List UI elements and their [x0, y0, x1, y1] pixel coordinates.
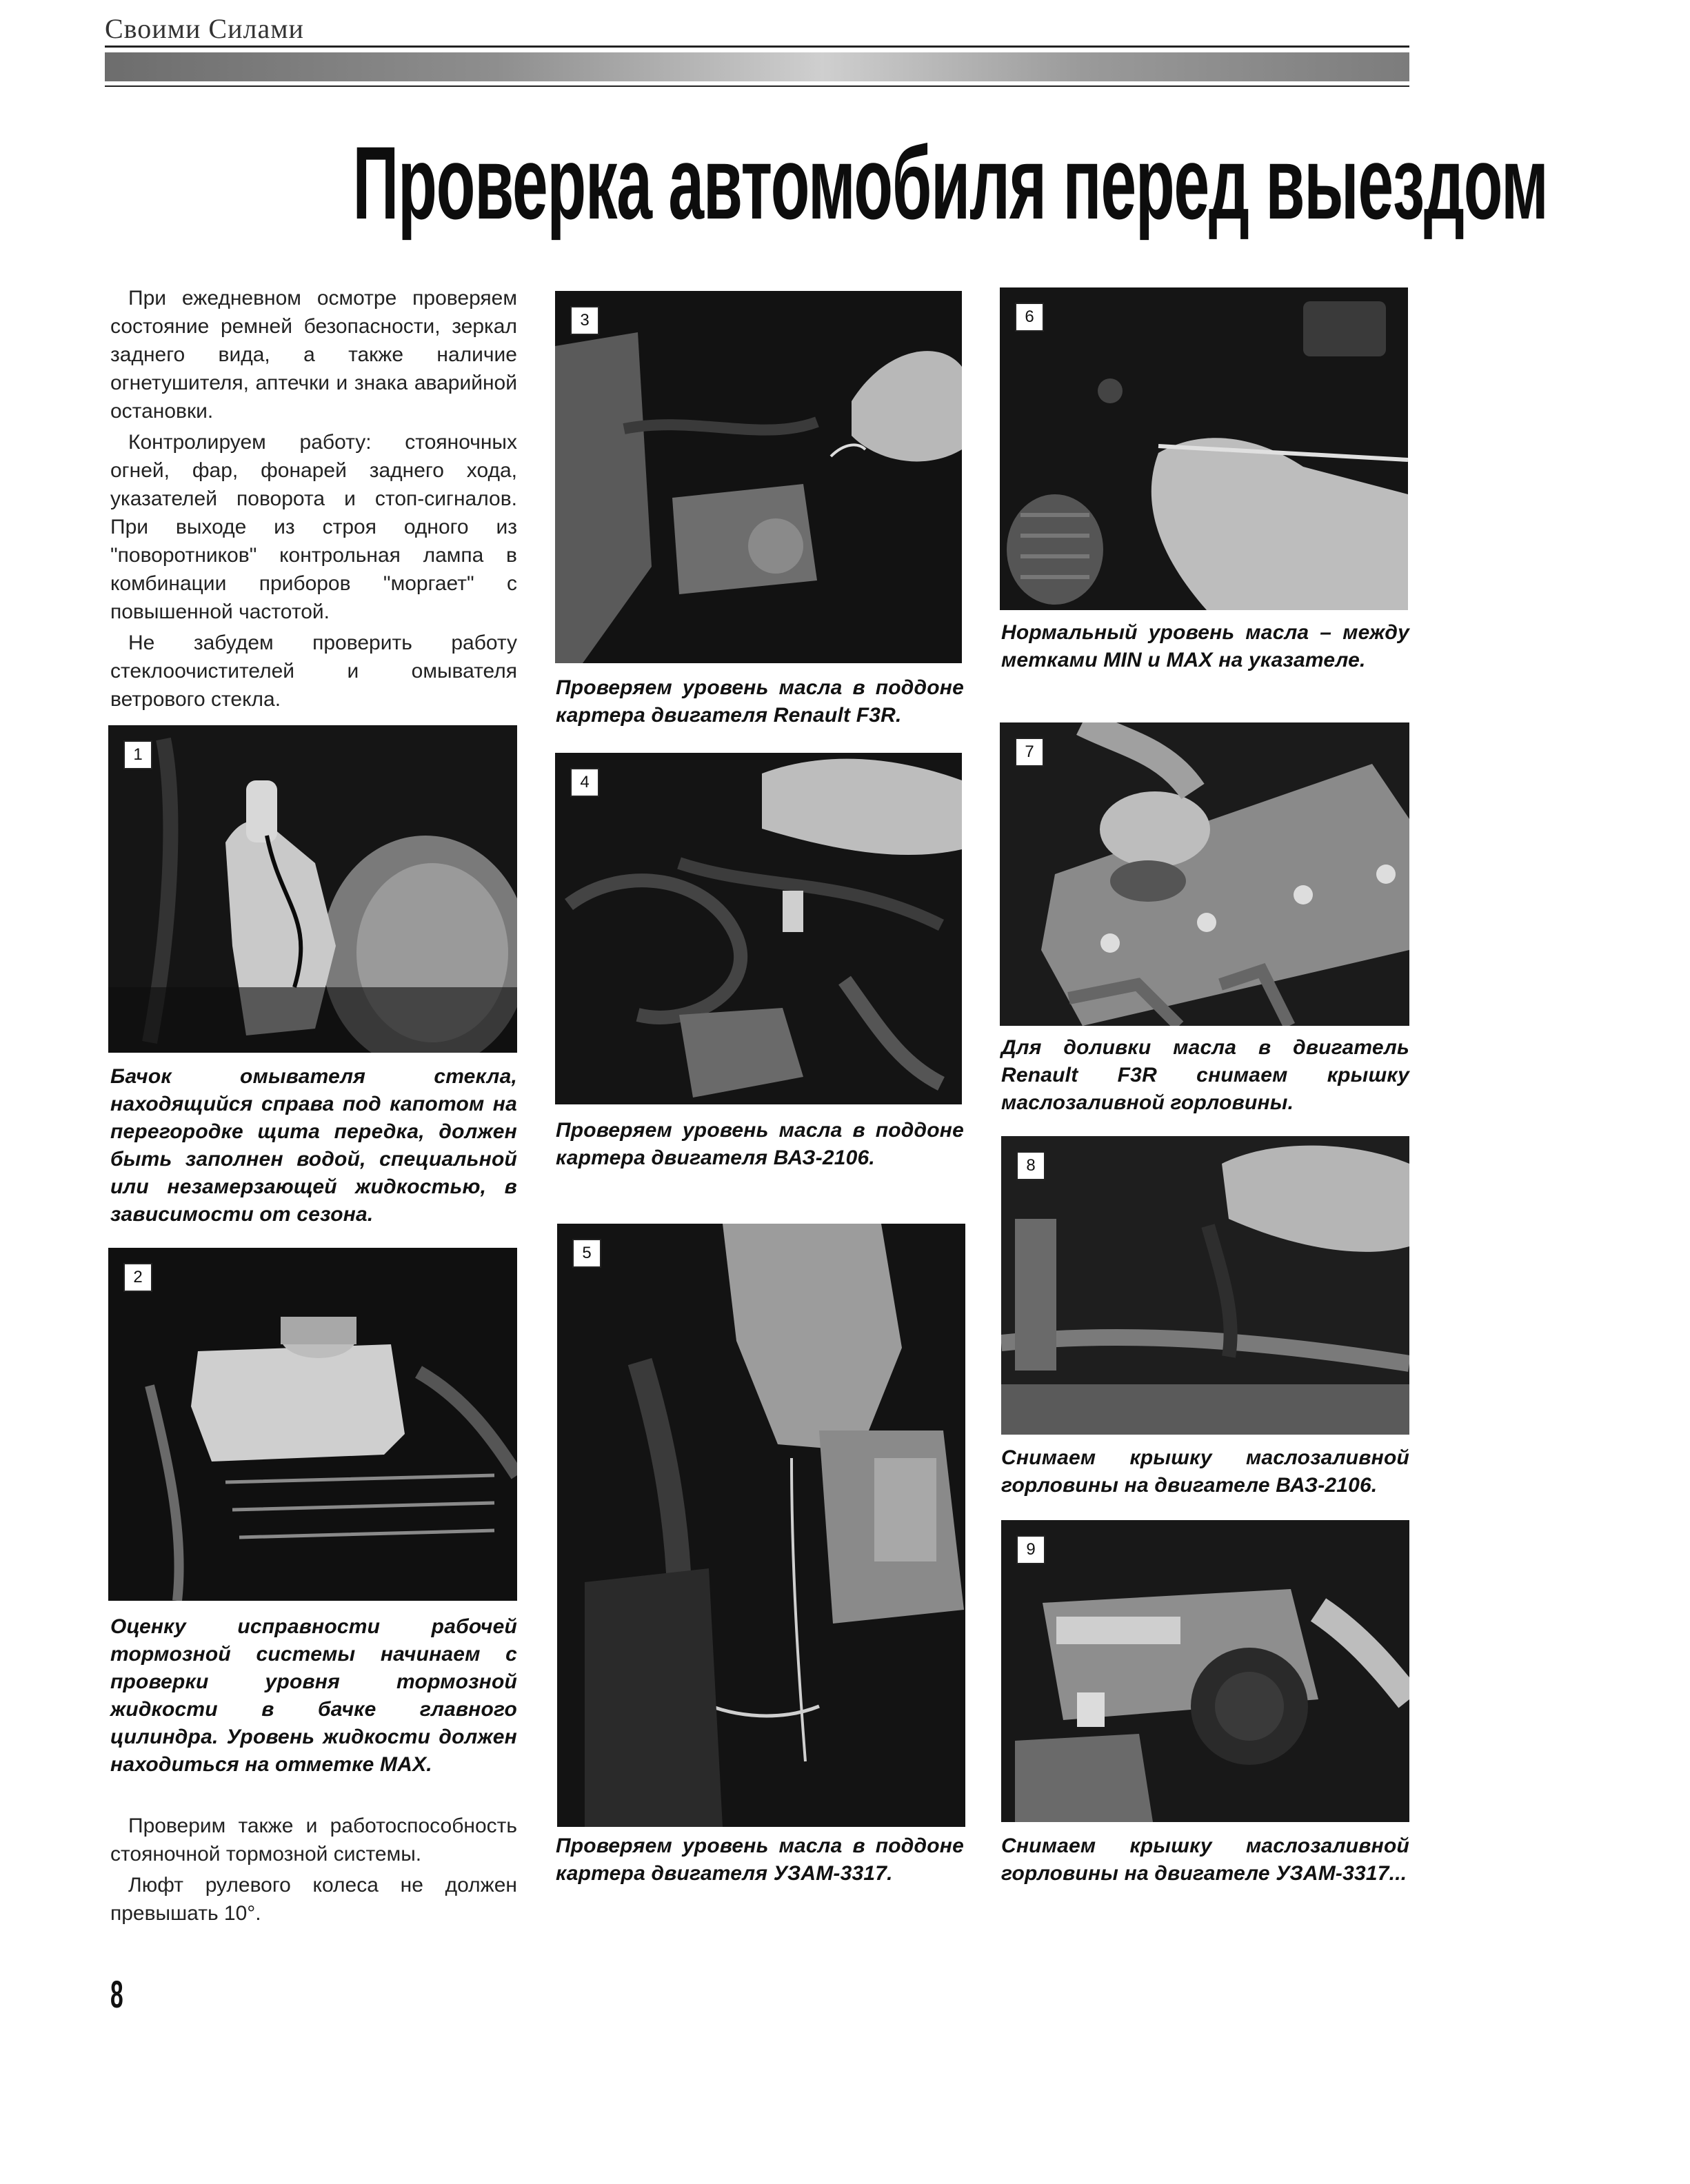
photo-dipstick-uzam: [557, 1224, 965, 1827]
header-band: [105, 52, 1409, 81]
figure-caption: Снимаем крышку маслозаливной горловины на двигателе ВАЗ-2106.: [1001, 1446, 1409, 1497]
closing-text: [110, 1812, 517, 1930]
photo-oil-cap-vaz: [1001, 1136, 1409, 1435]
closing-paragraph: Проверим также и работоспособность стояночной тормозной системы.: [110, 1814, 517, 1866]
photo-dipstick-vaz: [555, 753, 962, 1104]
intro-paragraph: Контролируем работу: стояночных огней, фар, фонарей заднего хода, указателей поворота и стоп-сигналов. При выходе из строя одного из "поворотников" контрольная лампа в комбинации приборов "моргает" с повышенной частотой.: [110, 431, 517, 623]
figure-caption: Проверяем уровень масла в поддоне картера двигателя ВАЗ-2106.: [556, 1119, 964, 1169]
figure-number-badge: 3: [570, 306, 599, 335]
figure-number-badge: 9: [1016, 1535, 1045, 1564]
figure-number-badge: 5: [572, 1239, 601, 1268]
figure-number-badge: 8: [1016, 1151, 1045, 1180]
figure-number-badge: 2: [123, 1263, 152, 1292]
figure-caption: Для доливки масла в двигатель Renault F3R снимаем крышку маслозаливной горловины.: [1001, 1036, 1409, 1114]
figure-number-badge: 1: [123, 740, 152, 769]
figure-caption: Бачок омывателя стекла, находящийся справа под капотом на перегородке щита передка, должен быть заполнен водой, специальной или незамерзающей жидкостью, в зависимости от сезона.: [110, 1065, 517, 1226]
figure-number-badge: 6: [1015, 303, 1044, 332]
figure-caption: Проверяем уровень масла в поддоне картера двигателя УЗАМ-3317.: [556, 1834, 964, 1885]
photo-dipstick-renault: [555, 291, 962, 663]
closing-paragraph: Люфт рулевого колеса не должен превышать 10°.: [110, 1874, 517, 1925]
intro-paragraph: Не забудем проверить работу стеклоочистителей и омывателя ветрового стекла.: [110, 631, 517, 711]
page-title: Проверка автомобиля перед выездом: [352, 125, 1548, 241]
figure-number-badge: 7: [1015, 738, 1044, 767]
figure-number-badge: 4: [570, 768, 599, 797]
photo-dipstick-marks: [1000, 287, 1408, 610]
photo-brake-reservoir: [108, 1248, 517, 1601]
photo-washer-reservoir: [108, 725, 517, 1053]
header-rule-bottom: [105, 85, 1409, 87]
photo-oil-cap-uzam: [1001, 1520, 1409, 1822]
page-number: 8: [110, 1972, 123, 2016]
intro-text: [110, 284, 517, 716]
figure-caption: Оценку исправности рабочей тормозной системы начинаем с проверки уровня тормозной жидкости в бачке главного цилиндра. Уровень жидкости должен находиться на отметке MAX.: [110, 1615, 517, 1776]
figure-caption: Нормальный уровень масла – между метками MIN и MAX на указателе.: [1001, 621, 1409, 671]
figure-caption: Проверяем уровень масла в поддоне картера двигателя Renault F3R.: [556, 676, 964, 727]
intro-paragraph: При ежедневном осмотре проверяем состояние ремней безопасности, зеркал заднего вида, а также наличие огнетушителя, аптечки и знака аварийной остановки.: [110, 287, 517, 423]
series-header: Своими Силами: [105, 13, 304, 44]
figure-caption: Снимаем крышку маслозаливной горловины на двигателе УЗАМ-3317...: [1001, 1834, 1409, 1885]
photo-oil-cap-renault: [1000, 722, 1409, 1026]
header-rule: [105, 46, 1409, 48]
